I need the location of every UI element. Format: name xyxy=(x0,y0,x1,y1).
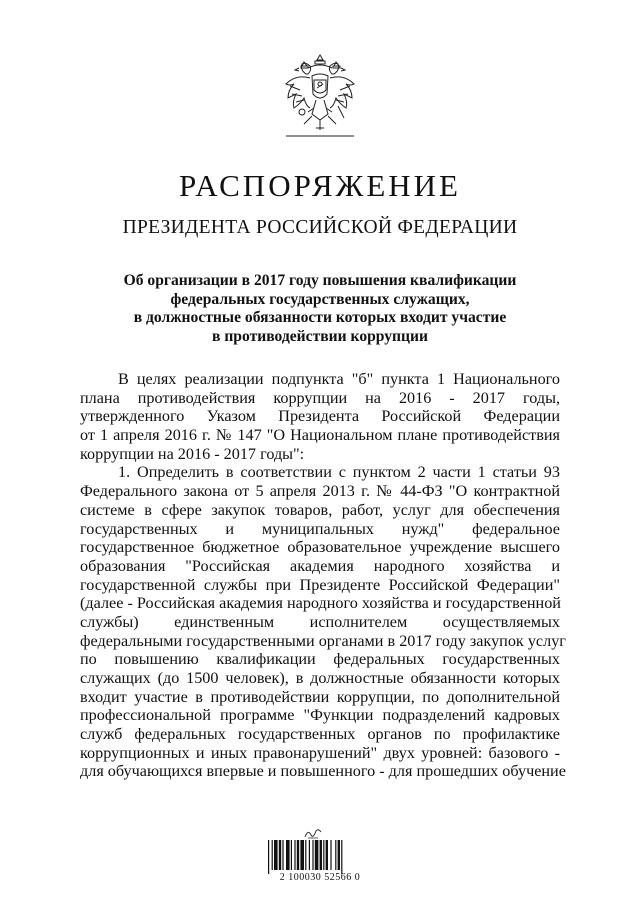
barcode-number: 2 100030 52566 0 xyxy=(279,872,361,883)
barcode-bar xyxy=(338,840,340,870)
body-line: коррупции на 2016 - 2017 годы": xyxy=(80,444,305,463)
heading-line: федеральных государственных служащих, xyxy=(170,290,470,308)
body-line: В целях реализации подпункта "б" пункта 1 Национального xyxy=(118,370,560,388)
body-line: служащих (до 1500 человек), в должностные обязанности которых xyxy=(80,669,560,687)
handwritten-mark-icon xyxy=(304,826,322,840)
body-line: входит участие в противодействии коррупции, по дополнительной xyxy=(80,687,560,706)
body-line: плана противодействия коррупции на 2016 - 2017 годы, xyxy=(80,388,560,407)
barcode-bar xyxy=(341,840,342,874)
barcode-bar xyxy=(312,840,313,870)
body-line: образования "Российская академия народного хозяйства и xyxy=(80,556,560,575)
body-line: профессиональной программе "Функции подразделений кадровых xyxy=(80,706,560,725)
barcode-bar xyxy=(309,840,310,870)
russian-coat-of-arms-icon xyxy=(282,52,358,142)
barcode-bar xyxy=(320,840,322,870)
barcode-bar xyxy=(323,840,324,870)
heading-line: Об организации в 2017 году повышения квалификации xyxy=(123,272,517,289)
body-line: (далее - Российская академия народного хозяйства и государственной xyxy=(80,594,561,613)
barcode-bar xyxy=(279,840,281,870)
heading-line: в противодействии коррупции xyxy=(212,328,428,346)
body-line: 1. Определить в соответствии с пунктом 2 части 1 статьи 93 xyxy=(118,463,560,482)
document-heading xyxy=(80,272,560,347)
body-line: служб федеральных государственных органов по профилактике xyxy=(80,725,560,744)
barcode-bar xyxy=(305,840,306,870)
body-line: Федерального закона от 5 апреля 2013 г. № 44-ФЗ "О контрактной xyxy=(80,482,560,501)
barcode-bar xyxy=(282,840,283,870)
body-line: утвержденного Указом Президента Российской Федерации xyxy=(80,407,560,426)
body-line: для обучающихся впервые и повышенного - для прошедших обучение xyxy=(80,762,566,781)
body-line: службы) единственным исполнителем осуществляемых xyxy=(80,612,560,631)
body-line: от 1 апреля 2016 г. № 147 "О Национальном плане противодействия xyxy=(80,426,560,445)
barcode-bar xyxy=(315,840,319,870)
body-line: государственных и муниципальных нужд" федеральное xyxy=(80,519,560,538)
barcode-bar xyxy=(274,840,278,870)
barcode-bar xyxy=(330,840,331,870)
body-line: коррупционных и иных правонарушений" двух уровней: базового - xyxy=(80,743,560,762)
body-line: по повышению квалификации федеральных государственных xyxy=(80,650,560,669)
document-title: РАСПОРЯЖЕНИЕ xyxy=(179,168,461,203)
body-line: государственной службы при Президенте Российской Федерации" xyxy=(80,575,560,594)
heading-line: в должностные обязанности которых входит участие xyxy=(133,309,507,327)
barcode-bar xyxy=(268,840,269,874)
body-line: федеральными государственными органами в 2017 году закупок услуг xyxy=(80,631,566,650)
barcode-bar xyxy=(300,840,304,870)
document-body xyxy=(80,370,566,781)
body-line: системе в сфере закупок товаров, работ, услуг для обеспечения xyxy=(80,500,560,519)
barcode-bar xyxy=(272,840,273,870)
barcode-bar xyxy=(335,840,336,870)
document-subtitle: ПРЕЗИДЕНТА РОССИЙСКОЙ ФЕДЕРАЦИИ xyxy=(122,217,518,238)
barcode-bar xyxy=(326,840,328,870)
body-line: государственное бюджетное образовательное учреждение высшего xyxy=(80,538,560,557)
barcode-bar xyxy=(294,840,295,870)
barcode-bar xyxy=(297,840,299,870)
barcode-icon xyxy=(268,840,372,874)
barcode-bar xyxy=(286,840,290,870)
barcode-bar xyxy=(291,840,292,870)
